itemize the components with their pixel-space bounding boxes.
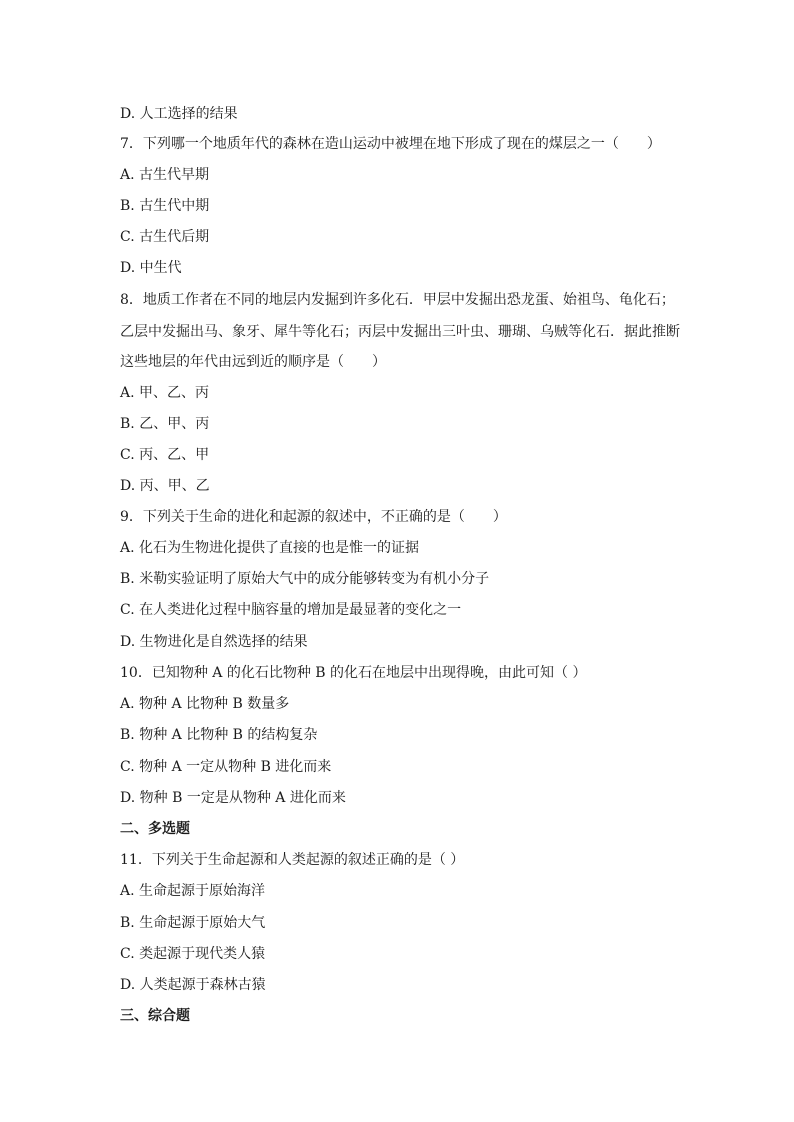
option-7b: B. 古生代中期 xyxy=(120,198,210,214)
option-9b: B. 米勒实验证明了原始大气中的成分能够转变为有机小分子 xyxy=(120,571,490,587)
option-7a: A. 古生代早期 xyxy=(120,167,210,183)
option-8a: A. 甲、乙、丙 xyxy=(120,385,210,401)
option-10a: A. 物种 A 比物种 B 数量多 xyxy=(120,696,290,712)
question-11: 11．下列关于生命起源和人类起源的叙述正确的是（ ） xyxy=(120,852,465,868)
option-6d: D. 人工选择的结果 xyxy=(120,106,238,122)
option-10c: C. 物种 A 一定从物种 B 进化而来 xyxy=(120,759,332,775)
option-10b: B. 物种 A 比物种 B 的结构复杂 xyxy=(120,727,318,743)
option-11c: C. 类起源于现代类人猿 xyxy=(120,946,266,962)
option-9d: D. 生物进化是自然选择的结果 xyxy=(120,634,308,650)
option-7c: C. 古生代后期 xyxy=(120,229,210,245)
question-7: 7．下列哪一个地质年代的森林在造山运动中被埋在地下形成了现在的煤层之一（ ） xyxy=(120,136,661,152)
question-9: 9．下列关于生命的进化和起源的叙述中，不正确的是（ ） xyxy=(120,509,507,525)
option-11b: B. 生命起源于原始大气 xyxy=(120,915,266,931)
option-9a: A. 化石为生物进化提供了直接的也是惟一的证据 xyxy=(120,540,420,556)
question-8-line-2: 乙层中发掘出马、象牙、犀牛等化石；丙层中发掘出三叶虫、珊瑚、乌贼等化石．据此推断 xyxy=(120,324,680,340)
option-8d: D. 丙、甲、乙 xyxy=(120,478,210,494)
option-7d: D. 中生代 xyxy=(120,260,182,276)
question-10: 10．已知物种 A 的化石比物种 B 的化石在地层中出现得晚，由此可知（ ） xyxy=(120,665,587,681)
option-11a: A. 生命起源于原始海洋 xyxy=(120,883,266,899)
option-11d: D. 人类起源于森林古猿 xyxy=(120,977,266,993)
question-8-line-3: 这些地层的年代由远到近的顺序是（ ） xyxy=(120,354,386,370)
section-heading-multiple-choice: 二、多选题 xyxy=(120,821,190,837)
question-8-line-1: 8．地质工作者在不同的地层内发掘到许多化石．甲层中发掘出恐龙蛋、始祖鸟、龟化石； xyxy=(120,292,675,308)
option-9c: C. 在人类进化过程中脑容量的增加是最显著的变化之一 xyxy=(120,602,462,618)
option-8c: C. 丙、乙、甲 xyxy=(120,447,210,463)
option-10d: D. 物种 B 一定是从物种 A 进化而来 xyxy=(120,790,346,806)
section-heading-comprehensive: 三、综合题 xyxy=(120,1008,190,1024)
option-8b: B. 乙、甲、丙 xyxy=(120,416,210,432)
